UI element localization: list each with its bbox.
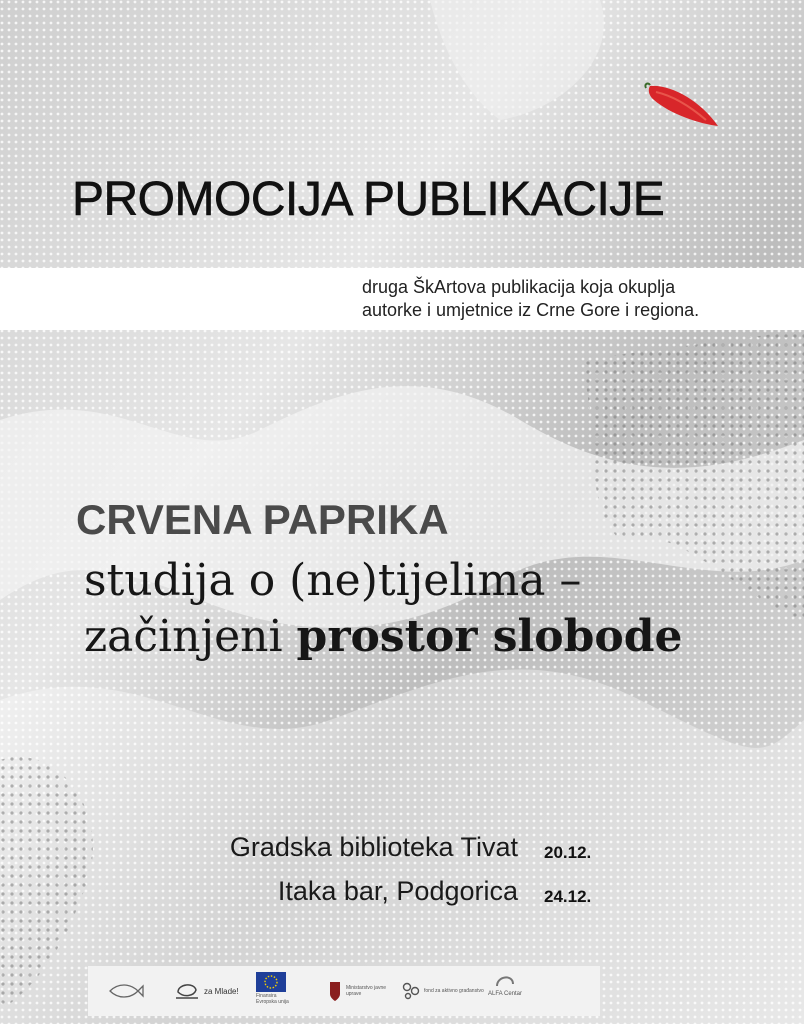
ministry-logo (328, 972, 402, 1010)
fund-caption: fond za aktivno građanstvo (424, 988, 484, 994)
book-subtitle-line-2 (84, 609, 683, 665)
fund-logo (402, 972, 484, 1010)
description-line-1: druga ŠkArtova publikacija koja okuplja (362, 277, 676, 297)
book-subtitle-line-1: studija o (ne)tijelima – (84, 555, 582, 606)
eu-flag-icon (256, 972, 286, 992)
eu-caption: Finansira Evropska unija (256, 993, 289, 1005)
event-venue-2: Itaka bar, Podgorica (277, 876, 518, 906)
book-subtitle-part-b: prostor slobode (296, 611, 683, 662)
event-date-2: 24.12. (544, 887, 592, 906)
pepper-icon (640, 80, 722, 132)
fund-icon (402, 982, 420, 1000)
book-title: CRVENA PAPRIKA (76, 496, 449, 543)
event-venue-1: Gradska biblioteka Tivat (229, 832, 518, 862)
book-subtitle (84, 553, 683, 665)
sponsor-logos (88, 966, 600, 1016)
alfa-caption: ALFA Centar (488, 991, 523, 997)
zamlade-logo (174, 972, 239, 1010)
publication-description (362, 276, 699, 322)
page-title: PROMOCIJA PUBLIKACIJE (72, 173, 665, 226)
zamlade-text: za Mlade! (204, 986, 239, 996)
ministry-crest-icon (328, 980, 342, 1002)
book-subtitle-part-a: začinjeni (84, 611, 297, 662)
ministry-caption: Ministarstvo javne uprave (346, 985, 387, 997)
alfa-logo (488, 972, 522, 1010)
fish-icon (108, 972, 144, 1010)
description-line-2: autorke i umjetnice iz Crne Gore i regiona. (362, 300, 700, 320)
eu-logo (256, 972, 296, 1010)
event-date-1: 20.12. (544, 843, 592, 862)
